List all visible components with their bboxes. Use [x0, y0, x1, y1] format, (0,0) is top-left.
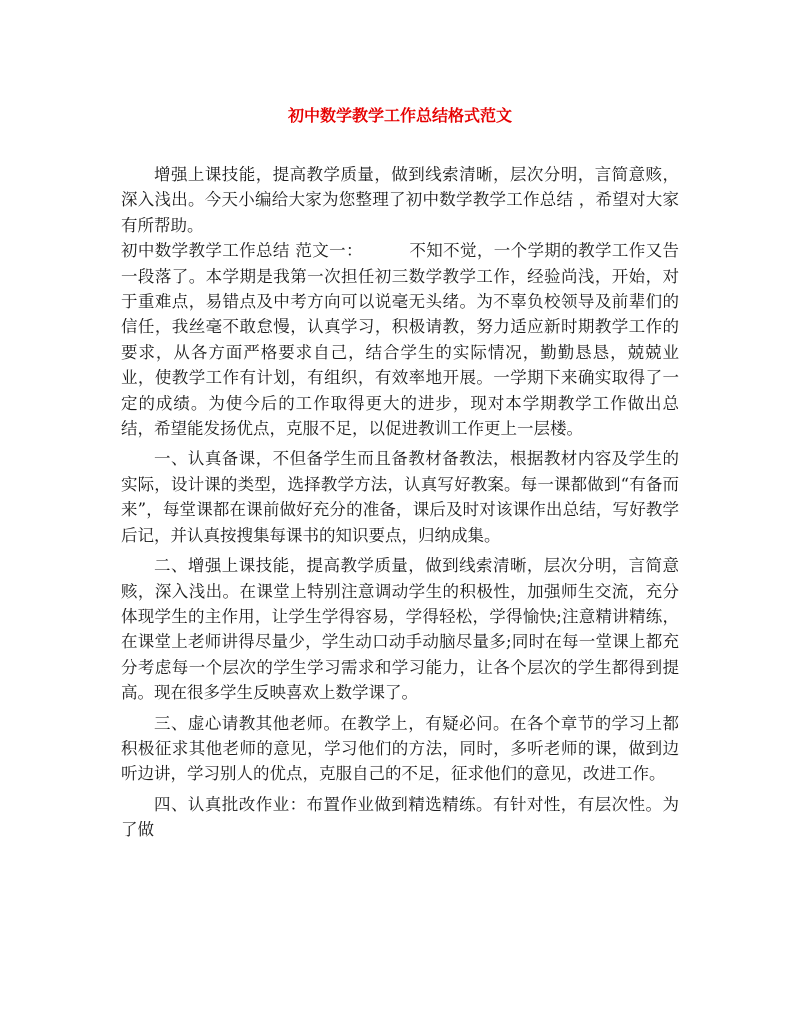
sample-one-heading: 初中数学教学工作总结 范文一：	[121, 241, 363, 261]
sample-one-body: 不知不觉，一个学期的教学工作又告一段落了。本学期是我第一次担任初三数学教学工作，经验尚浅，开始，对于重难点，易错点及中考方向可以说毫无头绪。为不辜负校领导及前辈们的信任，我丝毫不敢怠慢，认真学习，积极请教，努力适应新时期教学工作的要求，从各方面严格要求自己，结合学生的实际情况，勤勤恳恳，兢兢业业，使教学工作有计划，有组织，有效率地开展。一学期下来确实取得了一定的成绩。为使今后的工作取得更大的进步，现对本学期教学工作做出总结，希望能发扬优点，克服不足，以促进教训工作更上一层楼。	[121, 241, 680, 439]
point-one-paragraph: 一、认真备课，不但备学生而且备教材备教法，根据教材内容及学生的实际，设计课的类型，选择教学方法，认真写好教案。每一课都做到“有备而来”，每堂课都在课前做好充分的准备，课后及时对该课作出总结，写好教学后记，并认真按搜集每课书的知识要点，归纳成集。	[121, 449, 679, 545]
document-body	[121, 162, 679, 843]
intro-paragraph: 增强上课技能，提高教学质量，做到线索清晰，层次分明，言简意赅，深入浅出。今天小编给大家为您整理了初中数学教学工作总结 ，希望对大家有所帮助。	[121, 165, 679, 235]
point-two-paragraph: 二、增强上课技能，提高教学质量，做到线索清晰，层次分明，言简意赅，深入浅出。在课堂上特别注意调动学生的积极性，加强师生交流，充分体现学生的主作用，让学生学得容易，学得轻松，学得愉快;注意精讲精练，在课堂上老师讲得尽量少，学生动口动手动脑尽量多;同时在每一堂课上都充分考虑每一个层次的学生学习需求和学习能力，让各个层次的学生都得到提高。现在很多学生反映喜欢上数学课了。	[121, 556, 679, 703]
point-four-paragraph: 四、认真批改作业：布置作业做到精选精练。有针对性，有层次性。为了做	[121, 794, 679, 840]
document-title: 初中数学教学工作总结格式范文	[287, 106, 512, 125]
point-three-paragraph: 三、虚心请教其他老师。在教学上，有疑必问。在各个章节的学习上都积极征求其他老师的意见，学习他们的方法，同时，多听老师的课，做到边听边讲，学习别人的优点，克服自己的不足，征求他们的意见，改进工作。	[121, 713, 679, 784]
sample-one-paragraph	[121, 238, 679, 441]
